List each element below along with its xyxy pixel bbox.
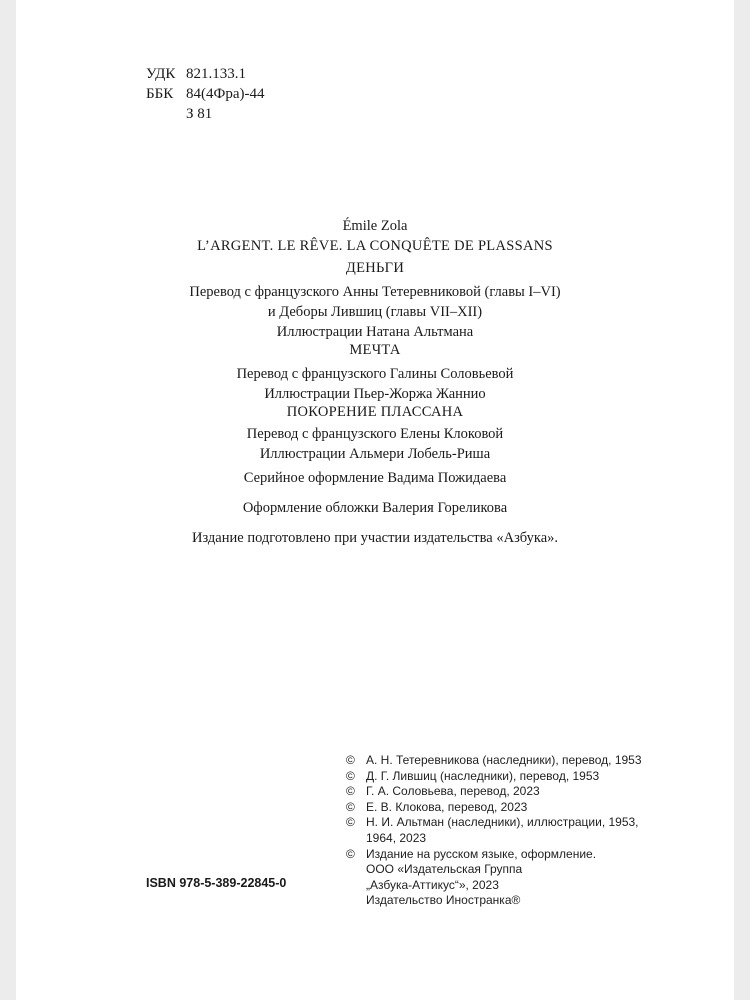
original-titles: L’ARGENT. LE RÊVE. LA CONQUÊTE DE PLASSANS	[197, 238, 553, 254]
udk-label: УДК	[146, 66, 176, 82]
work-title: МЕЧТА	[349, 342, 401, 358]
classification-block	[146, 64, 265, 124]
isbn: ISBN 978-5-389-22845-0	[146, 876, 287, 890]
copyright-text: Издание на русском языке, оформление. ООО «Издательская Группа „Азбука-Аттикус“», 2023 Издательство Иностранка®	[366, 846, 597, 908]
copyright-item	[346, 815, 642, 846]
series-design-credit	[0, 468, 750, 488]
copyright-item	[346, 769, 642, 785]
copyright-text: А. Н. Тетеревникова (наследники), перевод, 1953	[366, 753, 642, 767]
work-block-2	[0, 340, 750, 404]
copyright-symbol: ©	[346, 768, 355, 783]
author-mark-row	[146, 104, 265, 124]
series-design-text: Серийное оформление Вадима Пожидаева	[243, 470, 507, 486]
original-author: Émile Zola	[342, 218, 408, 234]
work-credit-line: Иллюстрации Альмери Лобель-Риша	[259, 446, 491, 462]
work-credit-line: и Деборы Лившиц (главы VII–XII)	[267, 304, 483, 320]
work-title: ДЕНЬГИ	[345, 260, 405, 276]
copyright-text: Н. И. Альтман (наследники), иллюстрации, 1953, 1964, 2023	[366, 815, 639, 845]
copyright-item	[346, 784, 642, 800]
copyright-item	[346, 847, 642, 909]
copyright-text: Е. В. Клокова, перевод, 2023	[366, 799, 528, 814]
work-credit-line: Перевод с французского Анны Тетеревниковой (главы I–VI)	[189, 284, 561, 300]
original-title-block	[0, 216, 750, 256]
copyright-symbol: ©	[346, 753, 355, 767]
copyright-item	[346, 753, 642, 769]
copyright-symbol: ©	[346, 815, 355, 830]
copyright-symbol: ©	[346, 784, 355, 799]
copyright-text: Г. А. Соловьева, перевод, 2023	[366, 784, 540, 799]
copyright-item	[346, 800, 642, 816]
udk-row	[146, 64, 265, 84]
bbk-value: 84(4Фра)-44	[186, 86, 265, 102]
edition-note-text: Издание подготовлено при участии издательства «Азбука».	[191, 530, 559, 546]
copyright-block	[346, 753, 642, 909]
work-credit-line: Иллюстрации Пьер-Жоржа Жаннио	[264, 386, 486, 402]
work-block-3	[0, 402, 750, 464]
bbk-label: ББК	[146, 86, 174, 102]
edition-note	[0, 528, 750, 548]
work-credit-line: Перевод с французского Галины Соловьевой	[236, 366, 514, 382]
bbk-row	[146, 84, 265, 104]
copyright-symbol: ©	[346, 846, 355, 861]
work-title: ПОКОРЕНИЕ ПЛАССАНА	[286, 404, 464, 420]
cover-design-text: Оформление обложки Валерия Гореликова	[242, 500, 508, 516]
work-block-1	[0, 258, 750, 342]
work-credit-line: Иллюстрации Натана Альтмана	[276, 324, 474, 340]
work-credit-line: Перевод с французского Елены Клоковой	[246, 426, 504, 442]
copyright-symbol: ©	[346, 799, 355, 814]
copyright-text: Д. Г. Лившиц (наследники), перевод, 1953	[366, 768, 600, 783]
udk-value: 821.133.1	[186, 66, 246, 82]
author-mark: З 81	[186, 106, 213, 122]
cover-design-credit	[0, 498, 750, 518]
